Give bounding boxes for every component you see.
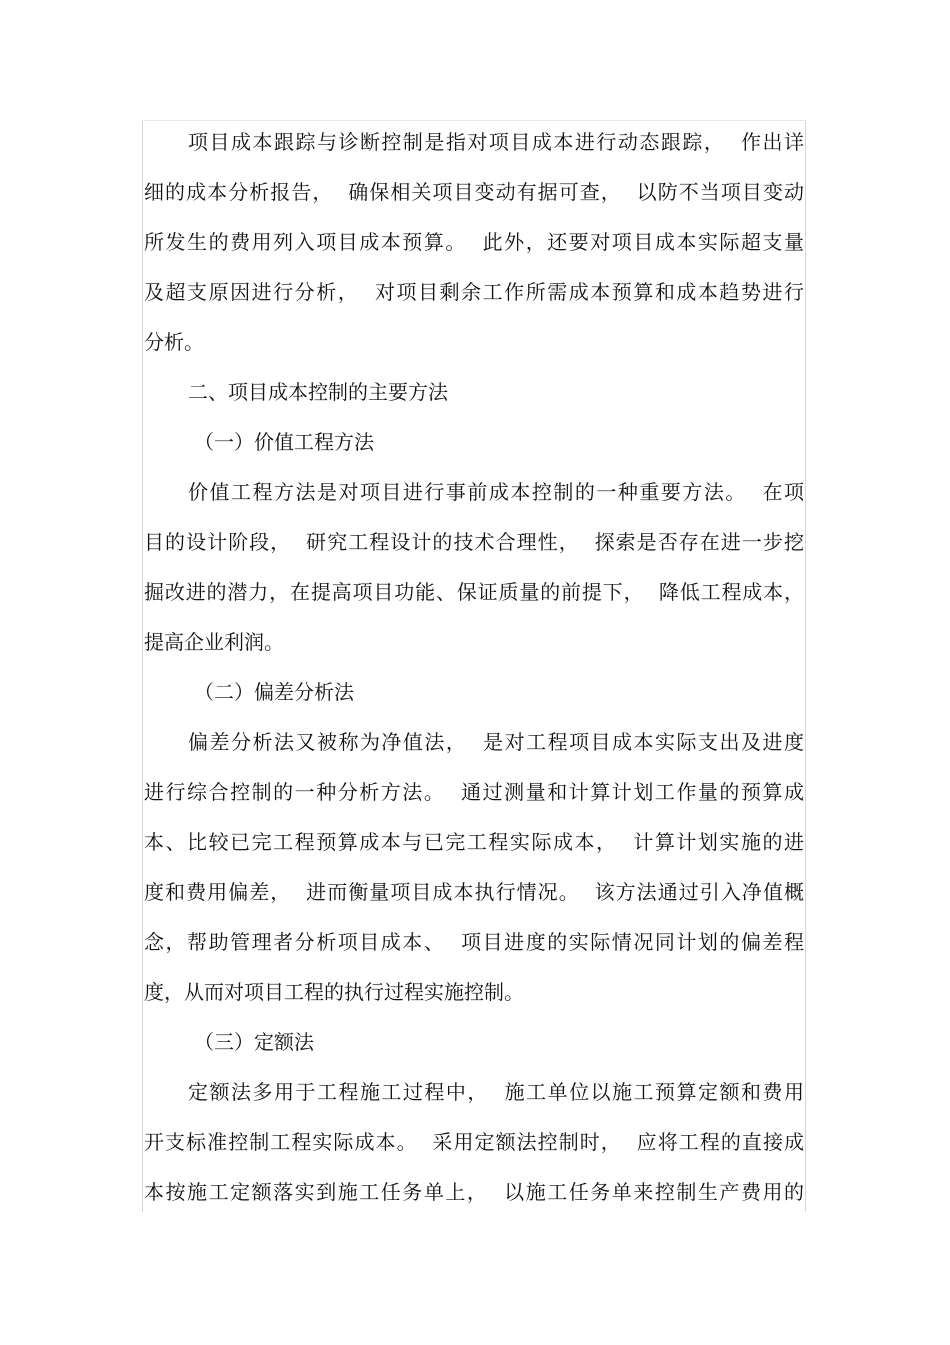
paragraph-line: 价值工程方法是对项目进行事前成本控制的一种重要方法。 在项 [188, 480, 804, 504]
paragraph-line: 念，帮助管理者分析项目成本、 项目进度的实际情况同计划的偏差程 [144, 930, 804, 954]
paragraph-line: 提高企业利润。 [144, 630, 284, 654]
paragraph-line: 目的设计阶段， 研究工程设计的技术合理性， 探索是否存在进一步挖 [144, 530, 804, 554]
paragraph-line: 本、比较已完工程预算成本与已完工程实际成本， 计算计划实施的进 [144, 830, 804, 854]
paragraph-line: 分析。 [144, 330, 204, 354]
document-body [144, 117, 804, 1217]
paragraph-line: 度和费用偏差， 进而衡量项目成本执行情况。 该方法通过引入净值概 [144, 880, 804, 904]
paragraph-line: 本按施工定额落实到施工任务单上， 以施工任务单来控制生产费用的 [144, 1180, 804, 1204]
paragraph-line: 及超支原因进行分析， 对项目剩余工作所需成本预算和成本趋势进行 [144, 280, 804, 304]
paragraph-line: 开支标准控制工程实际成本。 采用定额法控制时， 应将工程的直接成 [144, 1130, 804, 1154]
paragraph-line: 掘改进的潜力，在提高项目功能、保证质量的前提下， 降低工程成本， [144, 580, 804, 604]
subsection-heading: （二）偏差分析法 [194, 680, 354, 704]
subsection-heading: （一）价值工程方法 [194, 430, 374, 454]
paragraph-line: 定额法多用于工程施工过程中， 施工单位以施工预算定额和费用 [188, 1080, 804, 1104]
paragraph-line: 所发生的费用列入项目成本预算。 此外，还要对项目成本实际超支量 [144, 230, 804, 254]
paragraph-line: 偏差分析法又被称为净值法， 是对工程项目成本实际支出及进度 [188, 730, 804, 754]
paragraph-line: 度，从而对项目工程的执行过程实施控制。 [144, 980, 524, 1004]
subsection-heading: （三）定额法 [194, 1030, 314, 1054]
section-heading: 二、项目成本控制的主要方法 [188, 380, 448, 404]
paragraph-line: 进行综合控制的一种分析方法。 通过测量和计算计划工作量的预算成 [144, 780, 804, 804]
paragraph-line: 细的成本分析报告， 确保相关项目变动有据可查， 以防不当项目变动 [144, 180, 804, 204]
paragraph-line: 项目成本跟踪与诊断控制是指对项目成本进行动态跟踪， 作出详 [188, 130, 804, 154]
